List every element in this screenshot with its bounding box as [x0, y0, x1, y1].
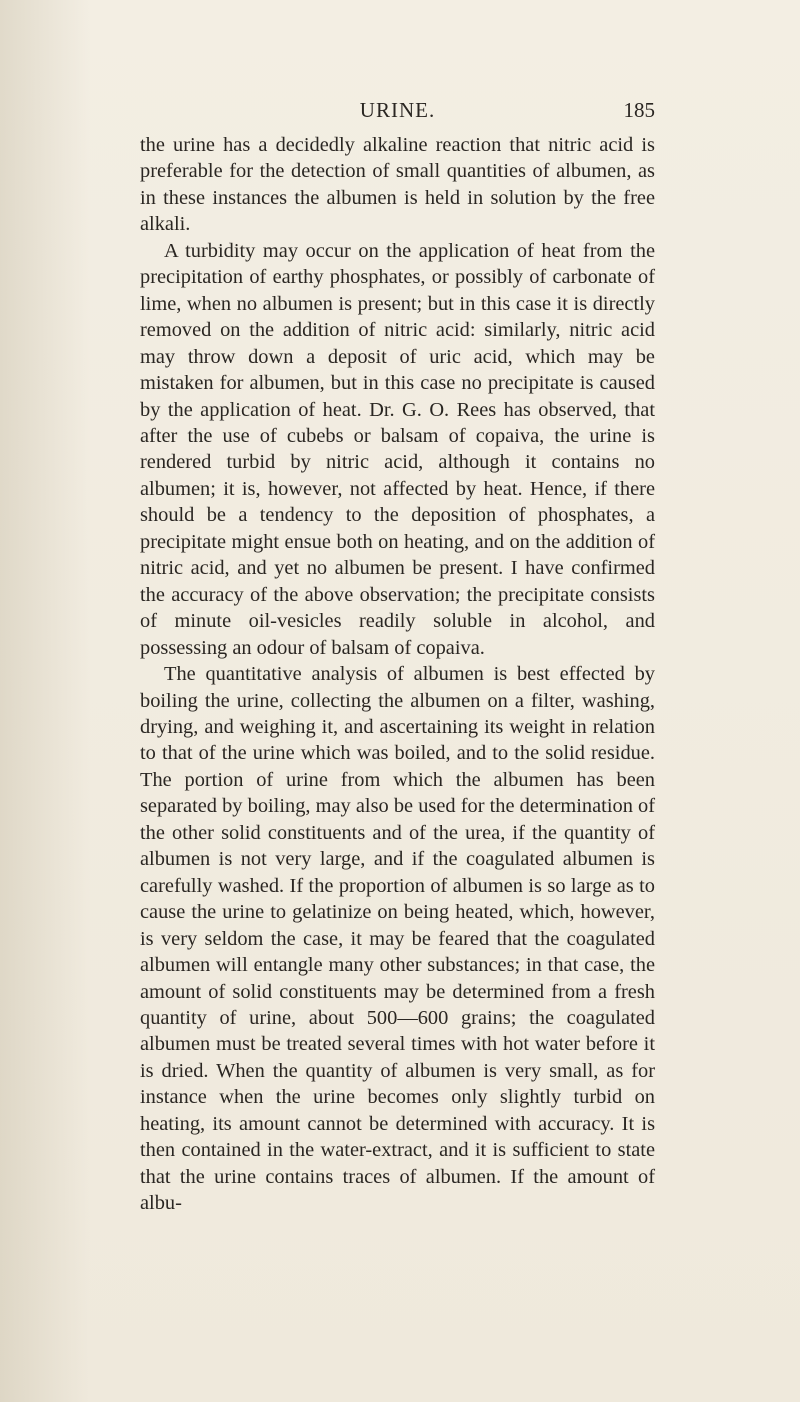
body-text	[140, 132, 655, 1217]
paragraph-turbidity: A turbidity may occur on the application of heat from the precipitation of earthy phosphates, or possibly of carbonate of lime, when no albumen is present; but in this case it is directly removed on the addition of nitric acid: similarly, nitric acid may throw down a deposit of uric acid, which may be mistaken for albumen, but in this case no precipitate is caused by the application of heat. Dr. G. O. Rees has observed, that after the use of cubebs or balsam of copaiva, the urine is rendered turbid by nitric acid, although it contains no albumen; it is, however, not affected by heat. Hence, if there should be a tendency to the deposition of phosphates, a precipitate might ensue both on heating, and on the addition of nitric acid, and yet no albumen be present. I have confirmed the accuracy of the above observation; the precipitate consists of minute oil-vesicles readily soluble in alcohol, and possessing an odour of balsam of copaiva.	[140, 239, 655, 659]
paragraph-quantitative-analysis: The quantitative analysis of albumen is best effected by boiling the urine, collecting the albumen on a filter, washing, drying, and weighing it, and ascertaining its weight in relation to that of the urine which was boiled, and to the solid residue. The portion of urine from which the albumen has been separated by boiling, may also be used for the determination of the other solid constituents and of the urea, if the quantity of albumen is not very large, and if the coagulated albumen is carefully washed. If the proportion of albumen is so large as to cause the urine to gelatinize on being heated, which, however, is very seldom the case, it may be feared that the coagulated albumen will entangle many other substances; in that case, the amount of solid constituents may be determined from a fresh quantity of urine, about 500—600 grains; the coagulated albumen must be treated several times with hot water before it is dried. When the quantity of albumen is very small, as for instance when the urine becomes only slightly turbid on heating, its amount cannot be determined with accuracy. It is then contained in the water-extract, and it is sufficient to state that the urine contains traces of albumen. If the amount of albu-	[140, 663, 655, 1215]
page-number: 185	[623, 98, 655, 122]
running-title: URINE.	[359, 98, 436, 122]
paragraph-continuation: the urine has a decidedly alkaline reaction that nitric acid is preferable for the detection of small quantities of albumen, as in these instances the albumen is held in solution by the free alkali.	[140, 134, 655, 236]
running-head	[140, 96, 655, 128]
